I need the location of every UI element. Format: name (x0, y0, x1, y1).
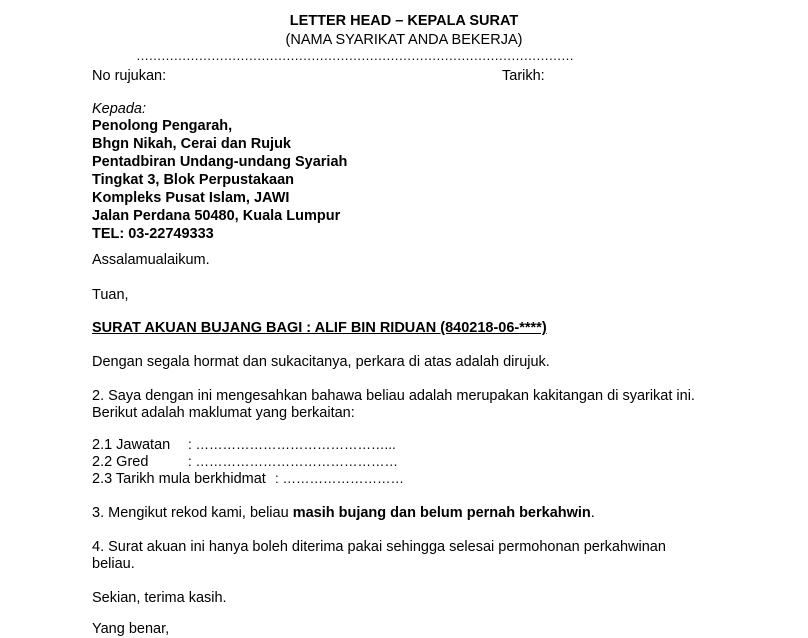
address-line: TEL: 03-22749333 (92, 226, 214, 242)
greeting: Assalamualaikum. (92, 252, 210, 268)
field-label-jawatan: 2.1 Jawatan (92, 437, 171, 453)
field-value-gred: : ……………………………………… (188, 454, 399, 469)
paragraph-2-line-2: Berikut adalah maklumat yang berkaitan: (92, 405, 355, 421)
paragraph-3-suffix: . (590, 505, 595, 521)
closing: Sekian, terima kasih. (92, 590, 227, 606)
date-label: Tarikh: (502, 68, 545, 84)
field-value-jawatan: : ……………………………………... (188, 437, 396, 452)
address-line: Penolong Pengarah, (92, 118, 233, 134)
paragraph-3 (92, 504, 595, 522)
recipient-to-label: Kepada: (92, 101, 147, 117)
address-line: Kompleks Pusat Islam, JAWI (92, 190, 290, 206)
reference-label: No rujukan: (92, 68, 167, 84)
address-line: Jalan Perdana 50480, Kuala Lumpur (92, 208, 341, 224)
address-line: Tingkat 3, Blok Perpustakaan (92, 172, 294, 188)
field-value-tarikh-mula: : ……………………… (275, 471, 405, 486)
paragraph-4-line-2: beliau. (92, 556, 135, 572)
paragraph-4-line-1: 4. Surat akuan ini hanya boleh diterima pakai sehingga selesai permohonan perkahwinan (92, 539, 666, 555)
subject-line: SURAT AKUAN BUJANG BAGI : ALIF BIN RIDUAN (840218-06-****) (92, 320, 547, 336)
letterhead-title: LETTER HEAD – KEPALA SURAT (289, 13, 519, 29)
paragraph-3-prefix: 3. Mengikut rekod kami, beliau (92, 505, 293, 521)
address-line: Bhgn Nikah, Cerai dan Rujuk (92, 136, 291, 152)
paragraph-1: Dengan segala hormat dan sukacitanya, perkara di atas adalah dirujuk. (92, 354, 550, 370)
field-label-tarikh-mula: 2.3 Tarikh mula berkhidmat (92, 471, 266, 487)
letterhead-dotted-line: …………………………………………………………………………………………… (136, 48, 574, 63)
salutation: Tuan, (92, 287, 129, 303)
field-label-gred: 2.2 Gred (92, 454, 149, 470)
paragraph-2-line-1: 2. Saya dengan ini mengesahkan bahawa beliau adalah merupakan kakitangan di syarikat ini. (92, 388, 695, 404)
address-line: Pentadbiran Undang-undang Syariah (92, 154, 348, 170)
paragraph-3-emphasis: masih bujang dan belum pernah berkahwin (292, 505, 591, 521)
recipient-address (92, 117, 347, 243)
signoff: Yang benar, (92, 621, 170, 637)
letterhead-subtitle: (NAMA SYARIKAT ANDA BEKERJA) (285, 32, 523, 48)
